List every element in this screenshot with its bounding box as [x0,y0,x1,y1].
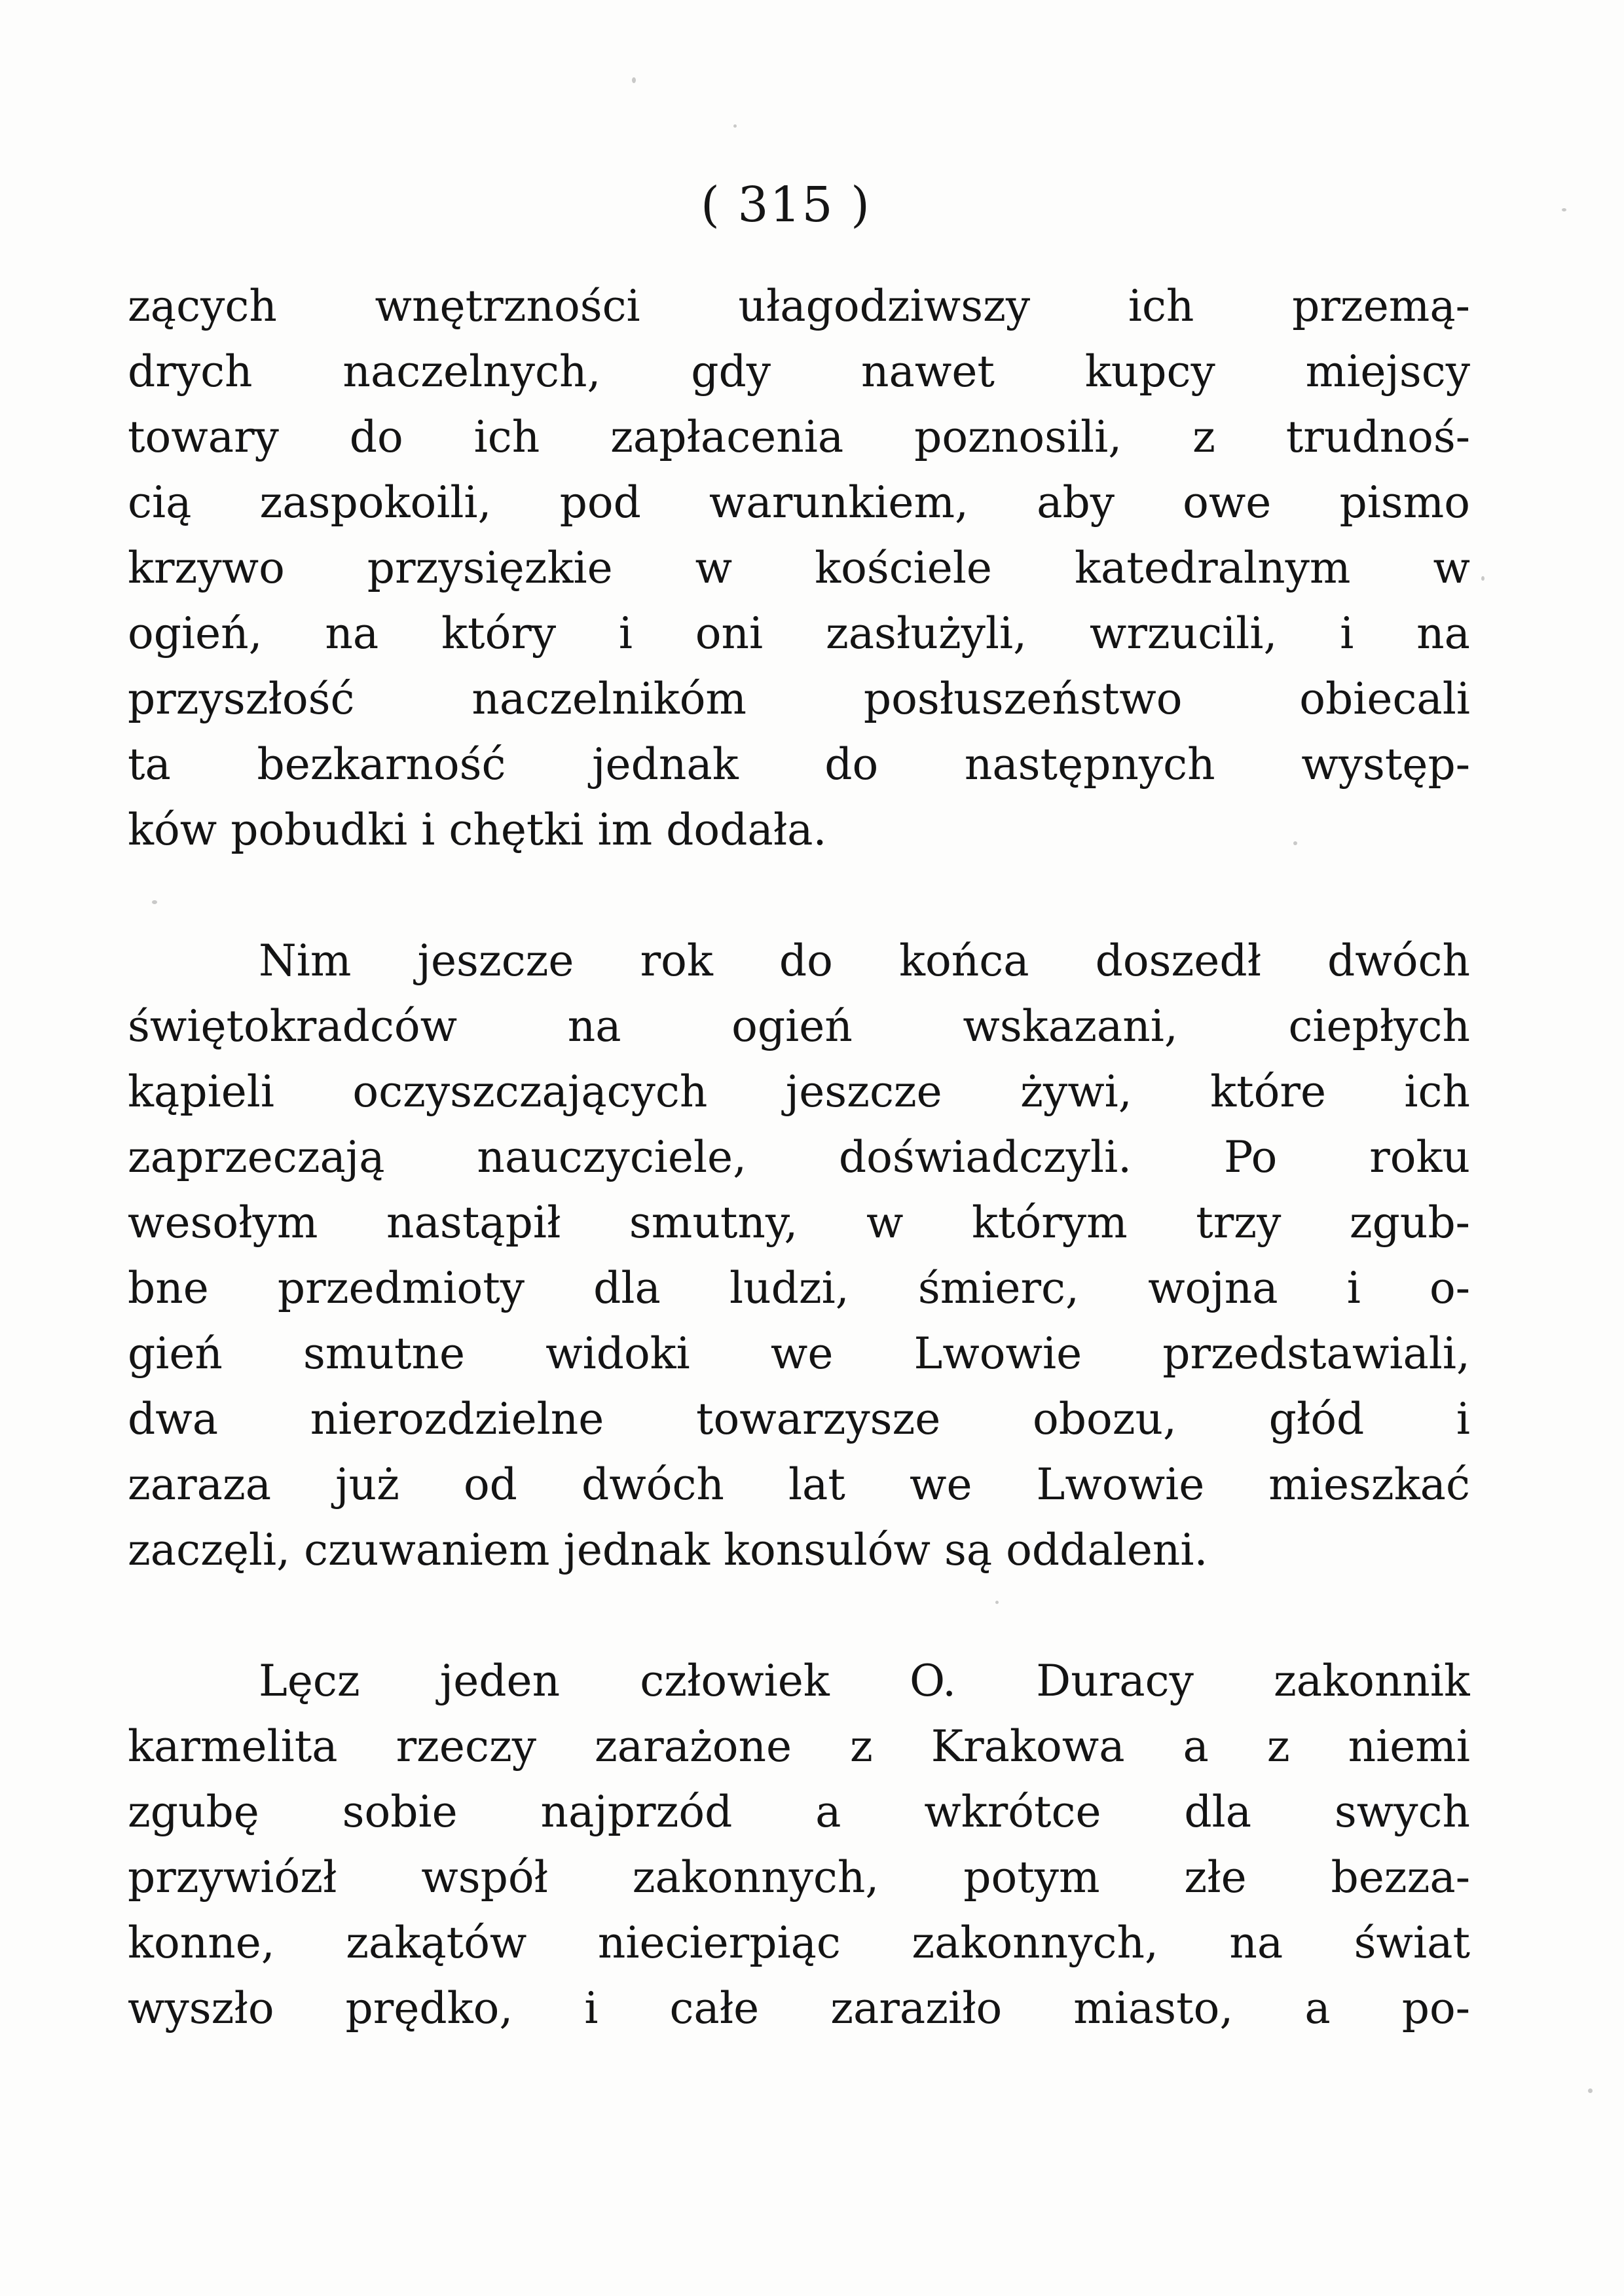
text-line: Nim jeszcze rok do końca doszedł dwóch [259,936,1470,986]
print-speck [152,900,157,904]
text-line: bne przedmioty dla ludzi, śmierc, wojna i o- [128,1263,1470,1313]
text-line: towary do ich zapłacenia poznosili, z trudnoś- [128,412,1470,462]
text-line: przyszłość naczelnikóm posłuszeństwo obiecali [128,674,1470,724]
text-line: cią zaspokoili, pod warunkiem, aby owe pismo [128,477,1470,528]
text-line: wyszło prędko, i całe zaraziło miasto, a po- [128,1983,1470,2033]
text-line: ków pobudki i chętki im dodała. [128,805,827,855]
text-line: krzywo przysięzkie w kościele katedralnym w [128,543,1470,593]
page-number: ( 315 ) [700,177,872,233]
paragraph-3 [128,1649,1470,2041]
paragraph-1 [128,274,1470,863]
text-line: świętokradców na ogień wskazani, ciepłych [128,1001,1470,1051]
text-line: zących wnętrzności ułagodziwszy ich przemą- [128,281,1470,331]
paragraph-2 [128,928,1470,1583]
print-speck [733,124,737,128]
print-speck [1588,2088,1593,2093]
print-speck [1562,208,1566,211]
print-speck [1481,576,1485,581]
text-line: drych naczelnych, gdy nawet kupcy miejscy [128,346,1470,397]
text-line: gień smutne widoki we Lwowie przedstawiali, [128,1328,1470,1379]
text-line: wesołym nastąpił smutny, w którym trzy zgub- [128,1197,1470,1248]
text-line: konne, zakątów niecierpiąc zakonnych, na świat [128,1918,1470,1968]
text-line: ogień, na który i oni zasłużyli, wrzucili, i na [128,608,1470,659]
print-speck [632,77,636,83]
text-line: zaraza już od dwóch lat we Lwowie mieszkać [128,1459,1470,1510]
text-line: zaprzeczają nauczyciele, doświadczyli. Po roku [128,1132,1470,1182]
text-line: Lęcz jeden człowiek O. Duracy zakonnik [259,1656,1470,1706]
text-line: kąpieli oczyszczających jeszcze żywi, które ich [128,1066,1470,1117]
text-line: dwa nierozdzielne towarzysze obozu, głód i [128,1394,1470,1444]
text-line: ta bezkarność jednak do następnych występ- [128,739,1470,790]
print-speck [995,1601,999,1604]
text-line: karmelita rzeczy zarażone z Krakowa a z niemi [128,1721,1470,1772]
text-line: zaczęli, czuwaniem jednak konsulów są oddaleni. [128,1525,1208,1575]
text-line: zgubę sobie najprzód a wkrótce dla swych [128,1787,1470,1837]
text-line: przywiózł współ zakonnych, potym złe bezza- [128,1852,1470,1903]
